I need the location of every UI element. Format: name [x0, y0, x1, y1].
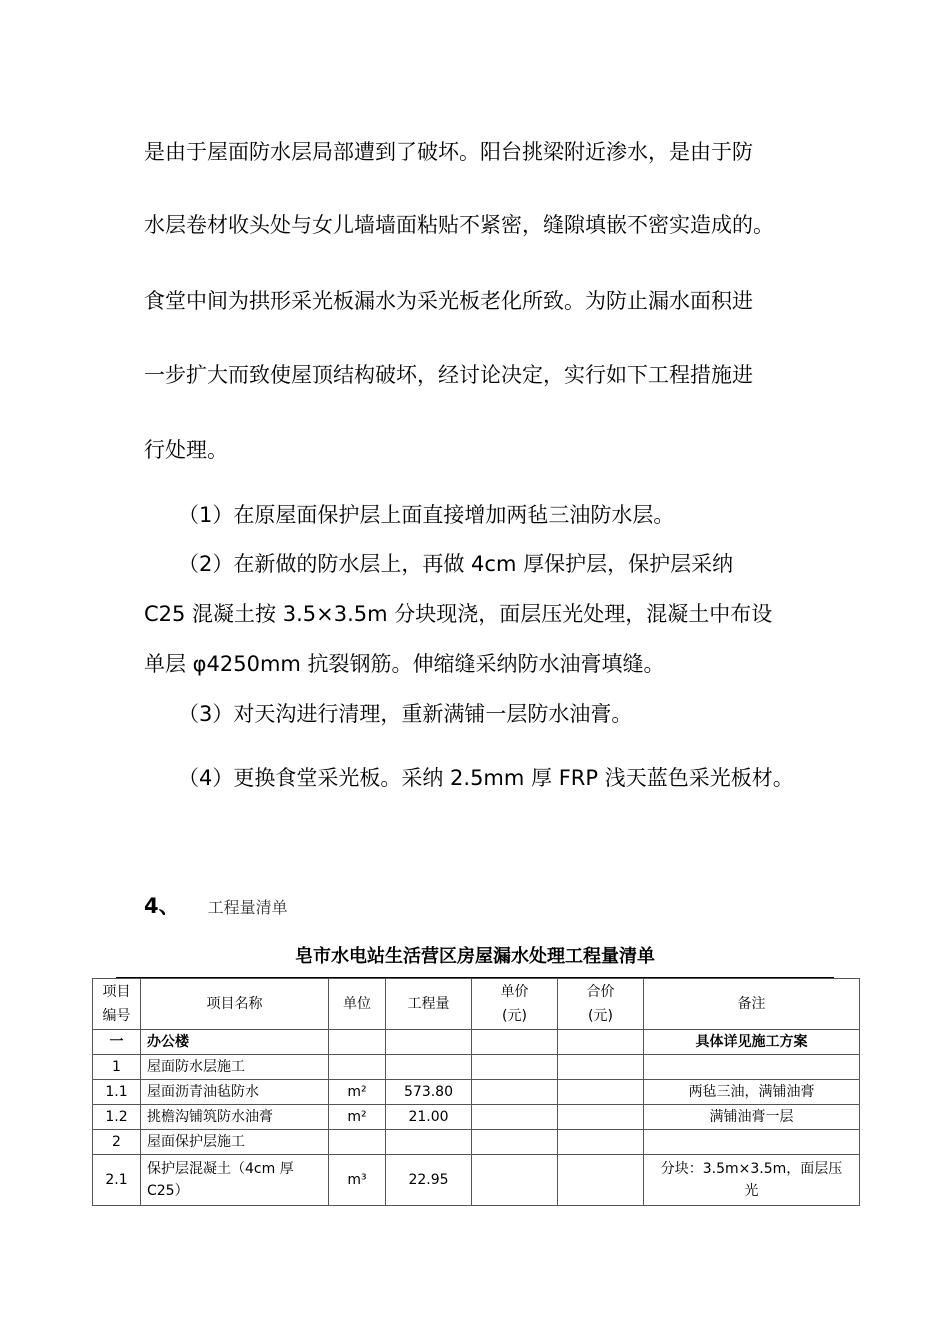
- cell-quantity: [386, 1130, 472, 1155]
- header-total-price: 合价 (元): [558, 979, 644, 1030]
- cell-quantity: 21.00: [386, 1105, 472, 1130]
- cell-unit-price: [472, 1105, 558, 1130]
- cell-code: 一: [93, 1030, 141, 1055]
- cell-quantity: 22.95: [386, 1155, 472, 1206]
- cell-remarks: 具体详见施工方案: [644, 1030, 860, 1055]
- header-code: 项目 编号: [93, 979, 141, 1030]
- cell-name: 屋面保护层施工: [141, 1130, 329, 1155]
- cell-total-price: [558, 1080, 644, 1105]
- cell-unit: [329, 1130, 386, 1155]
- cell-unit-price: [472, 1155, 558, 1206]
- header-unit: 单位: [329, 979, 386, 1030]
- measure-item-2-cont: C25 混凝土按 3.5×3.5m 分块现浇，面层压光处理，混凝土中布设: [144, 602, 773, 626]
- section-heading: [144, 890, 288, 920]
- body-paragraph-line: 水层卷材收头处与女儿墙墙面粘贴不紧密，缝隙填嵌不密实造成的。: [144, 213, 774, 237]
- cell-remarks: 分块：3.5m×3.5m，面层压 光: [644, 1155, 860, 1206]
- header-name: 项目名称: [141, 979, 329, 1030]
- cell-name: 挑檐沟铺筑防水油膏: [141, 1105, 329, 1130]
- table-title: 皂市水电站生活营区房屋漏水处理工程量清单: [295, 946, 655, 967]
- table-row: [93, 1030, 860, 1055]
- cell-code: 1: [93, 1055, 141, 1080]
- cell-name: 屋面防水层施工: [141, 1055, 329, 1080]
- cell-unit: [329, 1030, 386, 1055]
- cell-quantity: [386, 1055, 472, 1080]
- cell-name: 办公楼: [141, 1030, 329, 1055]
- table-header-row: [93, 979, 860, 1030]
- cell-quantity: 573.80: [386, 1080, 472, 1105]
- cell-unit: [329, 1055, 386, 1080]
- table-row: [93, 1130, 860, 1155]
- cell-code: 1.2: [93, 1105, 141, 1130]
- cell-unit-price: [472, 1030, 558, 1055]
- cell-total-price: [558, 1130, 644, 1155]
- cell-name: 屋面沥青油毡防水: [141, 1080, 329, 1105]
- body-paragraph-line: 一步扩大而致使屋顶结构破坏，经讨论决定，实行如下工程措施进: [144, 363, 753, 387]
- measure-item-1: （1）在原屋面保护层上面直接增加两毡三油防水层。: [178, 503, 675, 527]
- section-number: 4、: [144, 894, 180, 918]
- body-paragraph-line: 食堂中间为拱形采光板漏水为采光板老化所致。为防止漏水面积进: [144, 289, 753, 313]
- cell-unit-price: [472, 1055, 558, 1080]
- measure-item-2: （2）在新做的防水层上，再做 4cm 厚保护层，保护层采纳: [178, 552, 734, 576]
- cell-total-price: [558, 1055, 644, 1080]
- cell-unit: m³: [329, 1155, 386, 1206]
- header-remarks: 备注: [644, 979, 860, 1030]
- cell-code: 2.1: [93, 1155, 141, 1206]
- table-row: [93, 1155, 860, 1206]
- cell-quantity: [386, 1030, 472, 1055]
- measure-item-3: （3）对天沟进行清理，重新满铺一层防水油膏。: [178, 702, 633, 726]
- cell-total-price: [558, 1155, 644, 1206]
- cell-code: 1.1: [93, 1080, 141, 1105]
- cell-unit: m²: [329, 1080, 386, 1105]
- body-paragraph-line: 是由于屋面防水层局部遭到了破坏。阳台挑梁附近渗水，是由于防: [144, 140, 753, 164]
- cell-total-price: [558, 1105, 644, 1130]
- cell-remarks: 两毡三油，满铺油膏: [644, 1080, 860, 1105]
- table-row: [93, 1055, 860, 1080]
- table-row: [93, 1105, 860, 1130]
- cell-remarks: [644, 1055, 860, 1080]
- bill-of-quantities-table: [92, 978, 860, 1206]
- cell-unit: m²: [329, 1105, 386, 1130]
- measure-item-2-cont: 单层 φ4250mm 抗裂钢筋。伸缩缝采纳防水油膏填缝。: [144, 652, 665, 676]
- cell-unit-price: [472, 1080, 558, 1105]
- header-quantity: 工程量: [386, 979, 472, 1030]
- table-row: [93, 1080, 860, 1105]
- cell-unit-price: [472, 1130, 558, 1155]
- cell-remarks: 满铺油膏一层: [644, 1105, 860, 1130]
- body-paragraph-line: 行处理。: [144, 438, 228, 462]
- cell-total-price: [558, 1030, 644, 1055]
- cell-code: 2: [93, 1130, 141, 1155]
- cell-name: 保护层混凝土（4cm 厚 C25）: [141, 1155, 329, 1206]
- section-title: 工程量清单: [207, 898, 288, 917]
- cell-remarks: [644, 1130, 860, 1155]
- measure-item-4: （4）更换食堂采光板。采纳 2.5mm 厚 FRP 浅天蓝色采光板材。: [178, 766, 794, 790]
- header-unit-price: 单价 (元): [472, 979, 558, 1030]
